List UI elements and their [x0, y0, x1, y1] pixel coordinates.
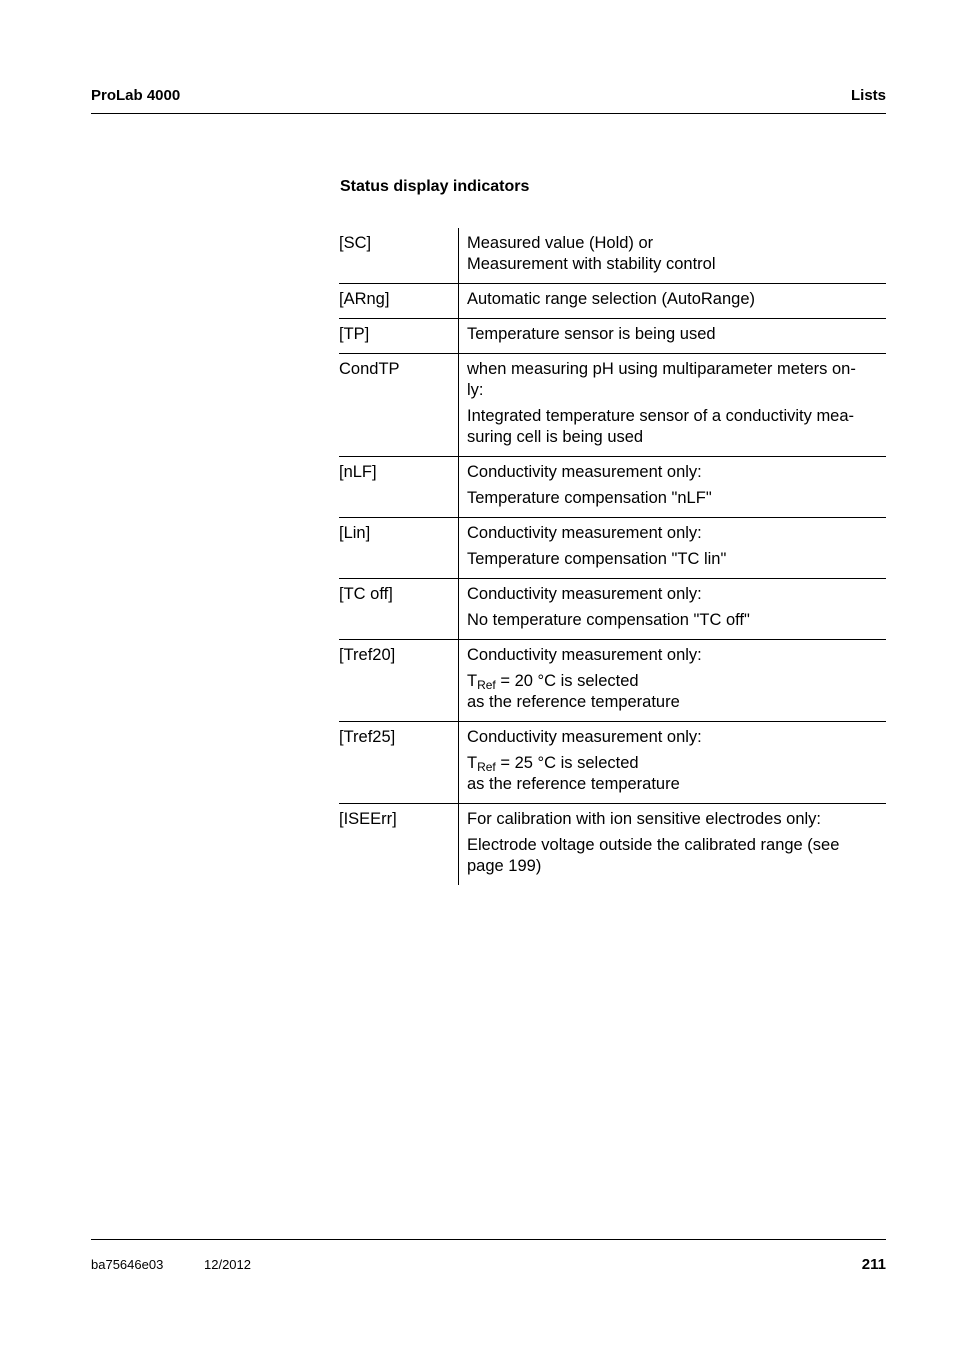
indicator-description	[458, 722, 886, 803]
desc-line: Conductivity measurement only:	[467, 728, 702, 746]
header-divider	[91, 113, 886, 114]
desc-line: Temperature compensation "TC lin"	[467, 550, 727, 568]
desc-line: No temperature compensation "TC off"	[467, 611, 750, 629]
indicator-description	[458, 518, 886, 578]
desc-line: Conductivity measurement only:	[467, 463, 702, 481]
desc-line: = 25 °C is selected	[495, 754, 639, 772]
desc-line: Temperature compensation "nLF"	[467, 489, 712, 507]
indicator-code: [TC off]	[339, 585, 393, 603]
table-row	[339, 354, 886, 457]
desc-line: Conductivity measurement only:	[467, 646, 702, 664]
desc-line: Electrode voltage outside the calibrated range (see	[467, 836, 840, 854]
desc-line: Conductivity measurement only:	[467, 524, 702, 542]
desc-line: page 199)	[467, 857, 542, 875]
indicator-code: CondTP	[339, 360, 400, 378]
desc-line: Automatic range selection (AutoRange)	[467, 290, 755, 308]
indicator-code: [Tref25]	[339, 728, 396, 746]
temp-subscript: Ref	[477, 678, 496, 692]
section-title: Status display indicators	[340, 178, 530, 195]
table-row	[339, 228, 886, 284]
indicator-code: [nLF]	[339, 463, 377, 481]
indicator-code: [Lin]	[339, 524, 371, 542]
table-row	[339, 518, 886, 579]
indicator-description	[458, 457, 886, 517]
desc-line: as the reference temperature	[467, 775, 680, 793]
table-row	[339, 579, 886, 640]
desc-line: Measured value (Hold) or	[467, 234, 654, 252]
desc-line: Measurement with stability control	[467, 255, 716, 273]
desc-line: ly:	[467, 381, 484, 399]
desc-line: when measuring pH using multiparameter meters on-	[467, 360, 856, 378]
temp-subscript: Ref	[477, 760, 496, 774]
indicator-description	[458, 804, 886, 885]
desc-line: For calibration with ion sensitive electrodes only:	[467, 810, 822, 828]
desc-line: Integrated temperature sensor of a conductivity mea-	[467, 407, 855, 425]
table-row	[339, 284, 886, 319]
indicator-description	[458, 228, 886, 283]
indicator-description	[458, 640, 886, 721]
footer-divider	[91, 1239, 886, 1240]
indicator-code: [Tref20]	[339, 646, 396, 664]
desc-line: Temperature sensor is being used	[467, 325, 716, 343]
desc-line: as the reference temperature	[467, 693, 680, 711]
header-chapter: Lists	[850, 87, 886, 104]
table-row	[339, 640, 886, 722]
temp-symbol: T	[467, 672, 478, 690]
indicator-code: [SC]	[339, 234, 372, 252]
desc-line: = 20 °C is selected	[495, 672, 639, 690]
indicator-description	[458, 284, 886, 318]
indicator-code: [ISEErr]	[339, 810, 397, 828]
indicator-code: [TP]	[339, 325, 370, 343]
table-row	[339, 804, 886, 885]
header-product: ProLab 4000	[91, 87, 181, 104]
footer-date: 12/2012	[204, 1257, 251, 1272]
desc-line: suring cell is being used	[467, 428, 644, 446]
page-number: 211	[861, 1256, 886, 1273]
indicator-description	[458, 579, 886, 639]
table-row	[339, 722, 886, 804]
indicator-description	[458, 354, 886, 456]
footer-doc-id: ba75646e03	[91, 1257, 164, 1272]
table-row	[339, 457, 886, 518]
desc-line: Conductivity measurement only:	[467, 585, 702, 603]
status-indicator-table	[339, 228, 886, 885]
table-row	[339, 319, 886, 354]
indicator-description	[458, 319, 886, 353]
indicator-code: [ARng]	[339, 290, 390, 308]
temp-symbol: T	[467, 754, 478, 772]
